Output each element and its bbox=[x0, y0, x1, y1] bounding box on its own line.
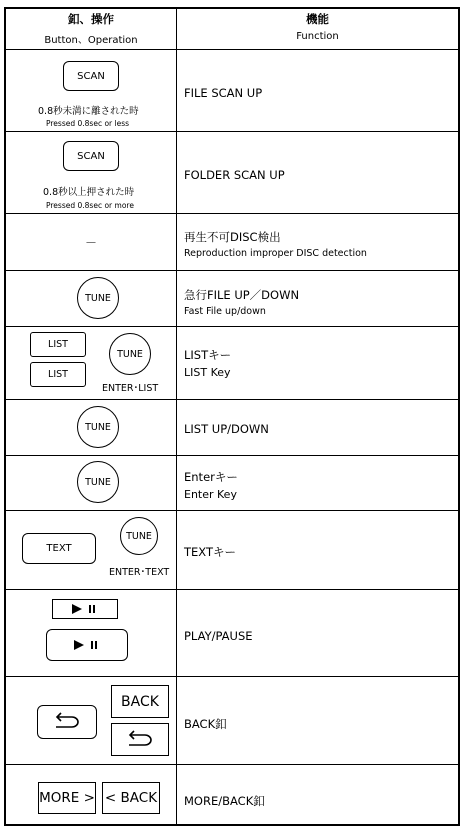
header-button-title: 釦、操作 bbox=[68, 12, 114, 26]
header-function-subtitle: Function bbox=[296, 31, 339, 42]
function-fast-file bbox=[184, 287, 299, 317]
play-pause-icon bbox=[72, 639, 102, 651]
tune-knob[interactable]: TUNE bbox=[120, 517, 158, 555]
row-divider bbox=[6, 589, 458, 590]
row-divider bbox=[6, 510, 458, 511]
header-function-col bbox=[177, 11, 458, 42]
knob-caption: ENTER･LIST bbox=[102, 383, 159, 394]
row-divider bbox=[6, 49, 458, 50]
more-button[interactable]: MORE > bbox=[38, 782, 96, 814]
tune-knob[interactable]: TUNE bbox=[109, 333, 151, 375]
function-back bbox=[184, 716, 227, 732]
function-label: 再生不可DISC検出 bbox=[184, 230, 281, 244]
press-condition-jp: 0.8秒未満に離された時 bbox=[38, 106, 139, 117]
back-arrow-icon bbox=[50, 711, 84, 733]
function-play-pause bbox=[184, 629, 253, 643]
tune-knob[interactable]: TUNE bbox=[77, 461, 119, 503]
play-pause-icon bbox=[70, 603, 100, 615]
row-divider bbox=[6, 676, 458, 677]
back-button[interactable] bbox=[37, 705, 97, 739]
function-file-scan-up bbox=[184, 86, 262, 100]
tune-knob[interactable]: TUNE bbox=[77, 406, 119, 448]
function-label: FOLDER SCAN UP bbox=[184, 168, 285, 182]
back-button[interactable] bbox=[111, 723, 169, 756]
list-button[interactable]: LIST bbox=[30, 362, 86, 387]
row-divider bbox=[6, 131, 458, 132]
function-label: LIST UP/DOWN bbox=[184, 422, 269, 436]
play-pause-button[interactable] bbox=[52, 599, 118, 619]
function-label: FILE SCAN UP bbox=[184, 86, 263, 100]
function-label: 急行FILE UP／DOWN bbox=[184, 288, 300, 302]
row-divider bbox=[6, 455, 458, 456]
press-condition-en: Pressed 0.8sec or more bbox=[46, 201, 134, 210]
row-divider bbox=[6, 270, 458, 271]
row-divider bbox=[6, 326, 458, 327]
list-button[interactable]: LIST bbox=[30, 332, 86, 357]
play-pause-button[interactable] bbox=[46, 629, 128, 661]
no-button-dash: － bbox=[85, 236, 98, 250]
function-sublabel: Reproduction improper DISC detection bbox=[184, 248, 367, 259]
row-divider bbox=[6, 399, 458, 400]
back-label-button[interactable]: BACK bbox=[111, 685, 169, 718]
back-button[interactable]: < BACK bbox=[102, 782, 160, 814]
back-arrow-icon bbox=[123, 729, 157, 751]
function-label: TEXTキー bbox=[184, 545, 236, 559]
tune-knob[interactable]: TUNE bbox=[77, 277, 119, 319]
text-button[interactable]: TEXT bbox=[22, 533, 96, 564]
function-label: Enterキー bbox=[184, 470, 238, 484]
scan-button[interactable]: SCAN bbox=[63, 61, 119, 91]
header-button-subtitle: Button、Operation bbox=[44, 35, 138, 46]
function-folder-scan-up bbox=[184, 168, 285, 182]
function-label: PLAY/PAUSE bbox=[184, 629, 253, 643]
scan-button[interactable]: SCAN bbox=[63, 141, 119, 171]
function-sublabel: Fast File up/down bbox=[184, 306, 266, 317]
header-button-col bbox=[6, 11, 176, 46]
function-list-up-down bbox=[184, 422, 269, 436]
function-table bbox=[4, 7, 460, 826]
function-enter-key bbox=[184, 469, 238, 501]
function-more-back bbox=[184, 793, 265, 809]
row-divider bbox=[6, 764, 458, 765]
function-improper-disc bbox=[184, 229, 367, 259]
function-label: BACK釦 bbox=[184, 717, 227, 731]
knob-caption: ENTER･TEXT bbox=[109, 567, 170, 578]
press-condition-jp: 0.8秒以上押された時 bbox=[43, 187, 135, 198]
row-divider bbox=[6, 213, 458, 214]
function-list-key bbox=[184, 347, 231, 379]
function-text-key bbox=[184, 544, 236, 560]
header-function-title: 機能 bbox=[306, 12, 329, 26]
function-label: MORE/BACK釦 bbox=[184, 794, 265, 808]
function-label: LISTキー bbox=[184, 348, 232, 362]
function-sublabel: LIST Key bbox=[184, 366, 231, 379]
function-sublabel: Enter Key bbox=[184, 488, 237, 501]
press-condition-en: Pressed 0.8sec or less bbox=[46, 119, 130, 128]
